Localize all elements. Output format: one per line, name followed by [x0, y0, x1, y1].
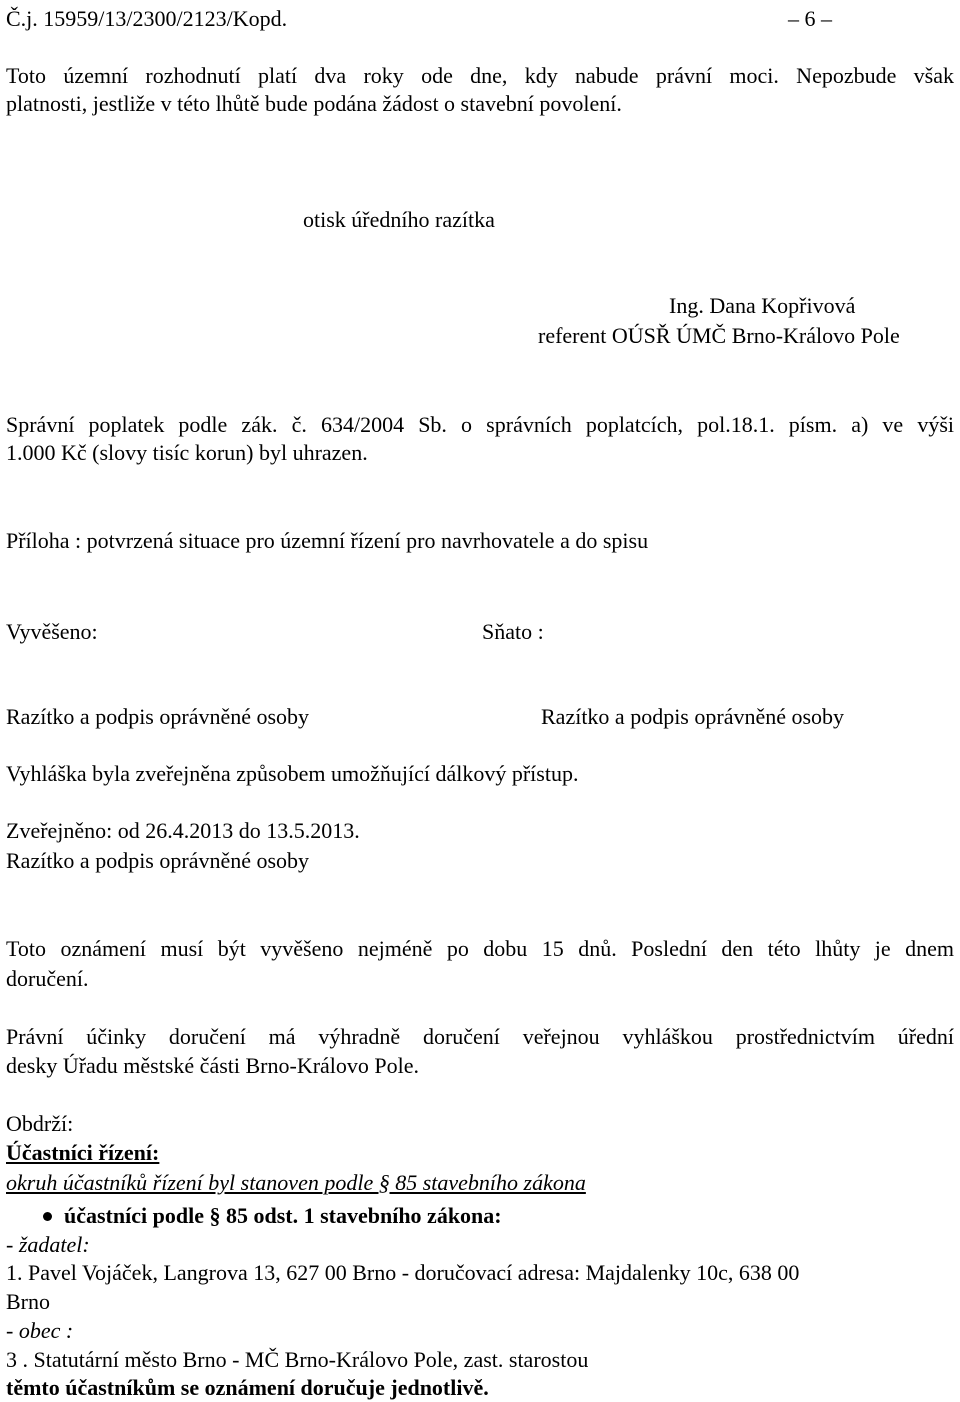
signatory-name: Ing. Dana Kopřivová: [669, 293, 856, 318]
publication-stamp-label: Razítko a podpis oprávněné osoby: [6, 848, 310, 873]
posted-label: Vyvěšeno:: [6, 619, 98, 644]
receive-label: Obdrží:: [6, 1111, 74, 1136]
reference-number: Č.j. 15959/13/2300/2123/Kopd.: [6, 6, 288, 31]
applicant-line-2: Brno: [6, 1289, 50, 1314]
attachment-note: Příloha : potvrzená situace pro územní řízení pro navrhovatele a do spisu: [6, 528, 649, 553]
publication-statement: Vyhláška byla zveřejněna způsobem umožňující dálkový přístup.: [6, 761, 579, 786]
page-number: – 6 –: [788, 6, 832, 31]
bullet-item-participants: účastníci podle § 85 odst. 1 stavebního zákona:: [64, 1203, 502, 1228]
posted-stamp-label: Razítko a podpis oprávněné osoby: [6, 704, 310, 729]
legal-effect-line-2: desky Úřadu městské části Brno-Královo Pole.: [6, 1053, 420, 1078]
participants-circle-note: okruh účastníků řízení byl stanoven podle § 85 stavebního zákona: [6, 1170, 586, 1195]
municipality-item: 3 . Statutární město Brno - MČ Brno-Královo Pole, zast. starostou: [6, 1347, 589, 1372]
bullet-icon: [43, 1212, 52, 1221]
validity-line-2: platnosti, jestliže v této lhůtě bude podána žádost o stavební povolení.: [6, 91, 622, 116]
removed-label: Sňato :: [482, 619, 544, 644]
municipality-label: - obec :: [6, 1318, 74, 1343]
applicant-label: - žadatel:: [6, 1232, 90, 1257]
fee-line-1: Správní poplatek podle zák. č. 634/2004 Sb. o správních poplatcích, pol.18.1. písm. a) ve výši: [6, 412, 954, 437]
publication-dates: Zveřejněno: od 26.4.2013 do 13.5.2013.: [6, 818, 360, 843]
notice-line-1: Toto oznámení musí být vyvěšeno nejméně po dobu 15 dnů. Poslední den této lhůty je dnem: [6, 936, 954, 961]
legal-effect-line-1: Právní účinky doručení má výhradně doručení veřejnou vyhláškou prostřednictvím úřední: [6, 1024, 954, 1049]
fee-line-2: 1.000 Kč (slovy tisíc korun) byl uhrazen.: [6, 440, 368, 465]
signatory-role: referent OÚSŘ ÚMČ Brno-Královo Pole: [538, 323, 900, 348]
validity-line-1: Toto územní rozhodnutí platí dva roky ode dne, kdy nabude právní moci. Nepozbude však: [6, 63, 954, 88]
stamp-placeholder: otisk úředního razítka: [303, 207, 495, 232]
delivery-note: těmto účastníkům se oznámení doručuje jednotlivě.: [6, 1375, 489, 1400]
applicant-line-1: 1. Pavel Vojáček, Langrova 13, 627 00 Brno - doručovací adresa: Majdalenky 10c, 638 00: [6, 1260, 800, 1285]
notice-line-2: doručení.: [6, 966, 89, 991]
removed-stamp-label: Razítko a podpis oprávněné osoby: [541, 704, 845, 729]
participants-heading: Účastníci řízení:: [6, 1140, 160, 1165]
